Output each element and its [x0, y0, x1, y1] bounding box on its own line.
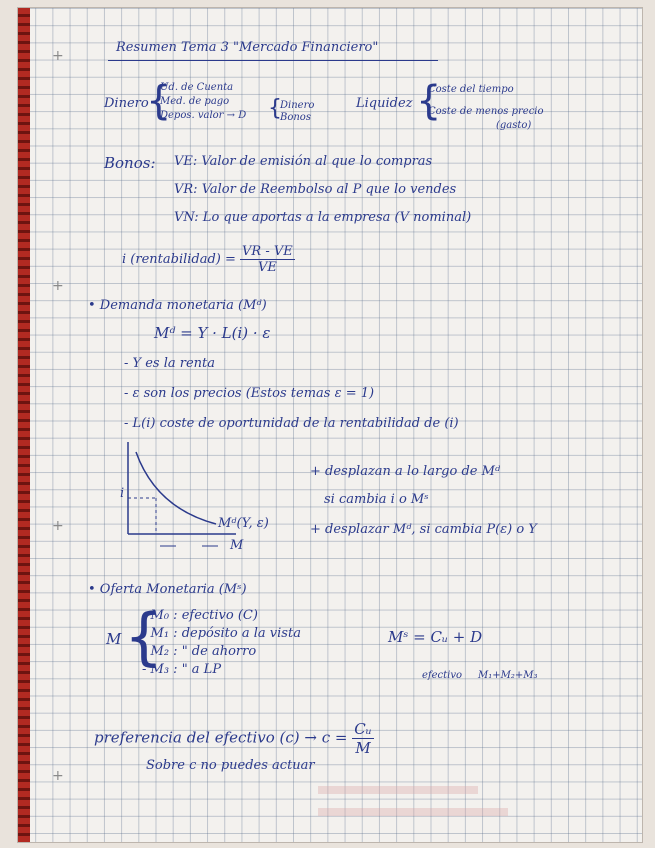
oferta-M: M [106, 630, 122, 648]
brace-icon: { [268, 96, 282, 121]
demanda-heading: • Demanda monetaria (Mᵈ) [88, 298, 267, 313]
demand-curve [136, 452, 216, 524]
bleed-through-mark [318, 808, 508, 816]
rentabilidad-numerator: VR - VE [242, 244, 293, 259]
demanda-note: si cambia i o Mˢ [324, 492, 429, 507]
bonos-line: VE: Valor de emisión al que lo compras [174, 154, 433, 169]
preferencia-note: Sobre c no puedes actuar [146, 758, 315, 773]
brace-icon: { [124, 600, 164, 673]
preferencia-formula [94, 720, 374, 757]
ring-hole-icon: + [52, 48, 64, 64]
notebook-spine [18, 8, 30, 842]
brace-icon: { [416, 78, 442, 124]
bonos-line: VN: Lo que aportas a la empresa (V nominal) [174, 210, 472, 225]
preferencia-numerator: Cᵤ [354, 720, 372, 738]
notebook-page [18, 8, 642, 842]
preferencia-fraction [352, 720, 373, 757]
bonos-label: Bonos: [104, 154, 156, 172]
dinero-item: Med. de pago [160, 96, 230, 107]
dinero-item: Depos. valor → D [160, 110, 247, 121]
demanda-note: + desplazan a lo largo de Mᵈ [310, 464, 501, 479]
page-title: Resumen Tema 3 "Mercado Financiero" [116, 40, 379, 55]
preferencia-text: preferencia del efectivo (c) → c = [94, 728, 348, 747]
demanda-note: + desplazar Mᵈ, si cambia P(ε) o Y [310, 522, 537, 537]
liquidez-label: Liquidez [356, 96, 413, 111]
liquidez-item: Coste de menos precio [428, 106, 544, 117]
oferta-item: - M₂ : " de ahorro [142, 644, 257, 659]
rentabilidad-formula [122, 244, 295, 275]
dinero-right: Dinero [280, 100, 315, 111]
ring-hole-icon: + [52, 768, 64, 784]
ring-hole-icon: + [52, 518, 64, 534]
graph-x-label: M [230, 538, 244, 553]
oferta-item: - M₃ : " a LP [142, 662, 222, 677]
oferta-heading: • Oferta Monetaria (Mˢ) [88, 582, 247, 597]
oferta-formula: Mˢ = Cᵤ + D [388, 628, 483, 646]
oferta-under-d: M₁+M₂+M₃ [478, 670, 538, 681]
rentabilidad-fraction [240, 244, 295, 275]
liquidez-item: Coste del tiempo [428, 84, 514, 95]
demand-curve-graph [116, 438, 286, 558]
dinero-item: Ud. de Cuenta [160, 82, 234, 93]
demanda-bullet: - L(i) coste de oportunidad de la rentabilidad de (i) [124, 416, 459, 431]
preferencia-denominator: M [355, 739, 371, 757]
ring-hole-icon: + [52, 278, 64, 294]
oferta-item: - M₀ : efectivo (C) [142, 608, 258, 623]
dinero-right: Bonos [280, 112, 311, 123]
graph-y-label: i [120, 486, 125, 501]
demanda-bullet: - Y es la renta [124, 356, 216, 371]
dinero-label: Dinero [104, 96, 149, 111]
bonos-line: VR: Valor de Reembolso al P que lo vendes [174, 182, 457, 197]
rentabilidad-denominator: VE [257, 260, 277, 275]
graph-curve-label: Mᵈ(Y, ε) [218, 516, 269, 531]
title-underline [108, 60, 438, 61]
oferta-item: - M₁ : depósito a la vista [142, 626, 301, 641]
rentabilidad-lhs: i (rentabilidad) = [122, 252, 236, 267]
oferta-under-c: efectivo [422, 670, 463, 681]
bleed-through-mark [318, 786, 478, 794]
demanda-bullet: - ε son los precios (Estos temas ε = 1) [124, 386, 375, 401]
demanda-formula: Mᵈ = Y · L(i) · ε [154, 324, 271, 342]
liquidez-note: (gasto) [496, 120, 532, 131]
brace-icon: { [146, 78, 172, 124]
